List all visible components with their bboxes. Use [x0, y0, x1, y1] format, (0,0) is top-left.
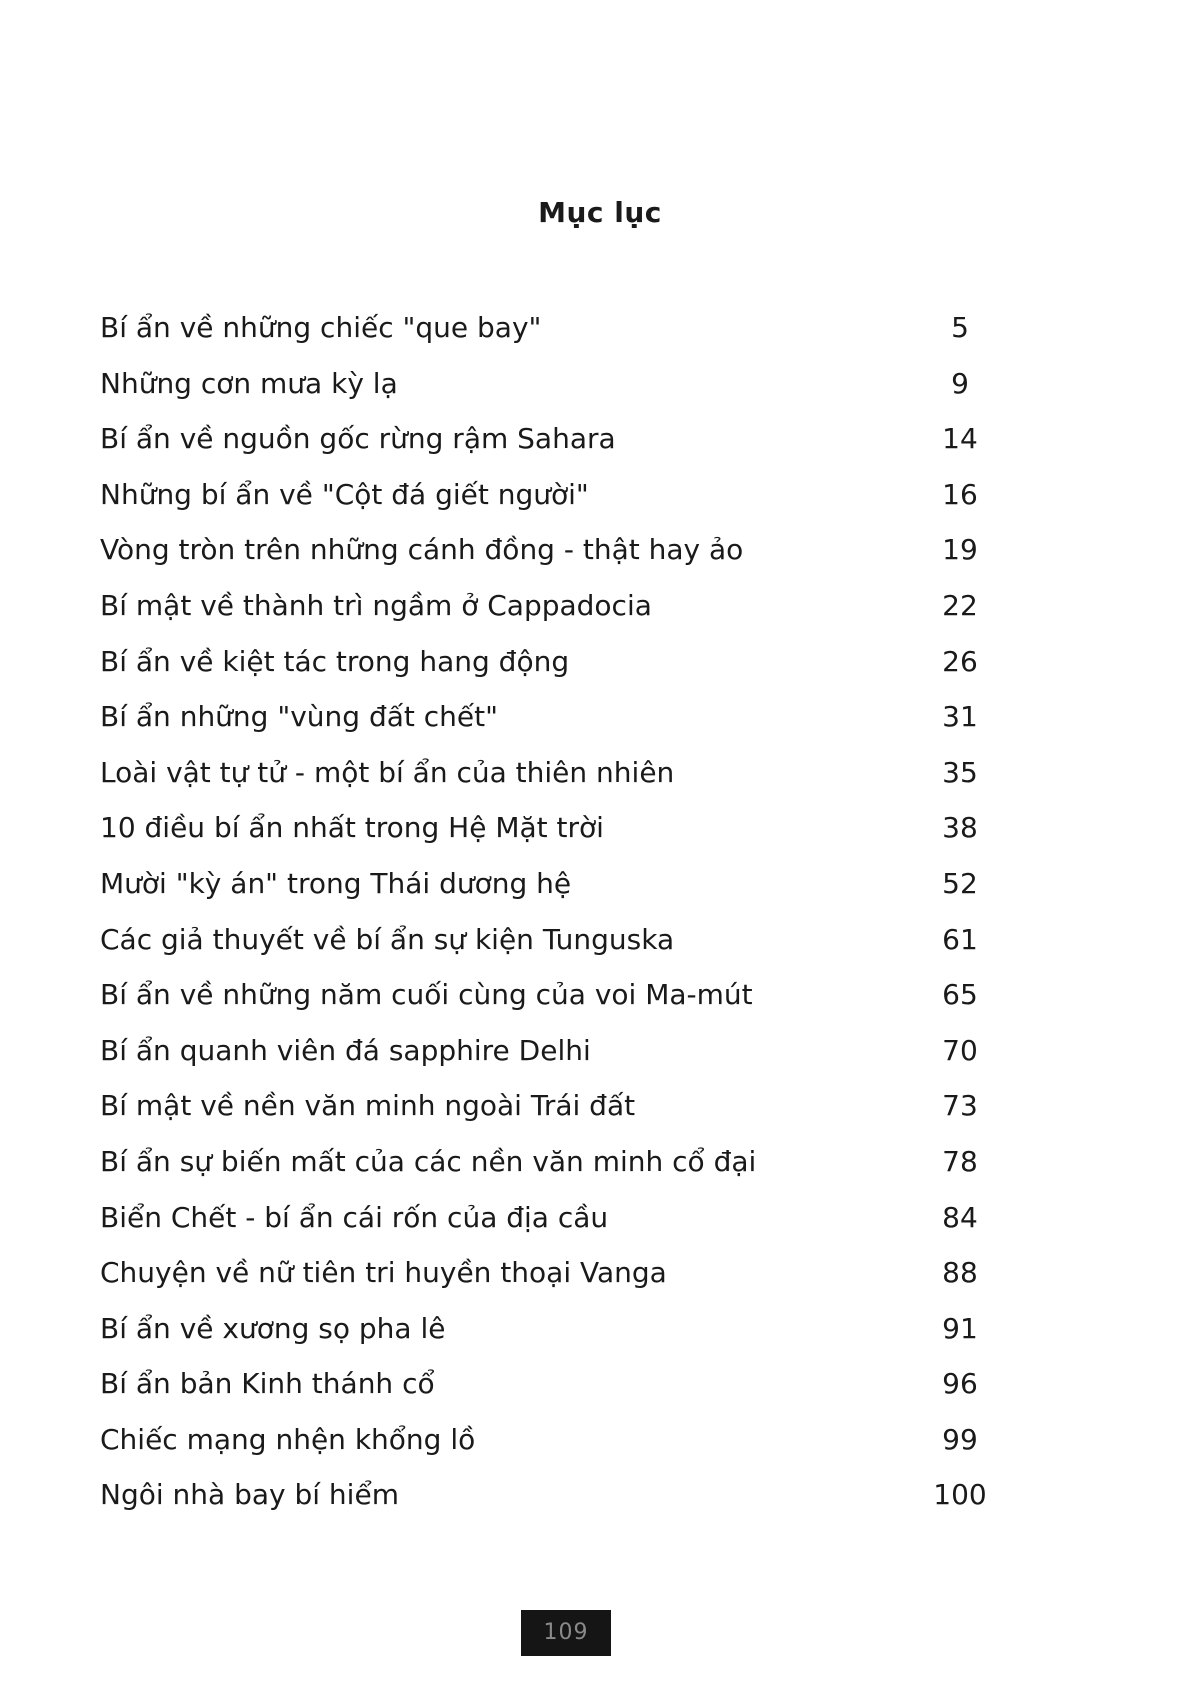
- toc-entry-title: Biển Chết - bí ẩn cái rốn của địa cầu: [100, 1200, 609, 1234]
- toc-entry: [100, 1078, 1005, 1134]
- toc-entry-title: Ngôi nhà bay bí hiểm: [100, 1478, 399, 1512]
- toc-entry: [100, 1467, 1005, 1523]
- toc-entry: [100, 300, 1005, 356]
- toc-entry: [100, 1190, 1005, 1246]
- toc-entry-title: Chiếc mạng nhện khổng lồ: [100, 1422, 476, 1456]
- toc-entry: [100, 689, 1005, 745]
- toc-entry: [100, 522, 1005, 578]
- toc-entry-page: 70: [942, 1033, 978, 1067]
- toc-entry: [100, 1356, 1005, 1412]
- toc-entry-title: Những bí ẩn về "Cột đá giết người": [100, 477, 589, 511]
- toc-entry: [100, 467, 1005, 523]
- toc-entry: [100, 356, 1005, 412]
- toc-entry-page: 31: [942, 700, 978, 734]
- toc-entry-page: 35: [942, 755, 978, 789]
- toc-entry-title: Bí ẩn về kiệt tác trong hang động: [100, 644, 570, 678]
- toc-entry-page: 73: [942, 1089, 978, 1123]
- toc-entry: [100, 856, 1005, 912]
- toc-entry-page: 5: [951, 311, 969, 344]
- toc-entry: [100, 1245, 1005, 1301]
- page-number-badge: 109: [521, 1610, 611, 1656]
- toc-entry-page: 61: [942, 922, 978, 956]
- page-title: Mục lục: [538, 196, 662, 229]
- toc-entry-page: 84: [942, 1200, 978, 1234]
- toc-entry-title: 10 điều bí ẩn nhất trong Hệ Mặt trời: [100, 811, 604, 845]
- toc-entry-title: Bí ẩn về những năm cuối cùng của voi Ma-mút: [100, 978, 753, 1012]
- toc-entry-page: 16: [942, 477, 978, 511]
- toc-entry-page: 19: [942, 533, 978, 567]
- toc-entry-page: 88: [942, 1256, 978, 1290]
- toc-entry-page: 26: [942, 644, 978, 678]
- toc-entry-page: 99: [942, 1422, 978, 1456]
- toc-entry-title: Bí ẩn quanh viên đá sapphire Delhi: [100, 1033, 591, 1067]
- toc-entry-title: Mười "kỳ án" trong Thái dương hệ: [100, 866, 572, 900]
- toc-entry-page: 14: [942, 422, 978, 456]
- toc-entry: [100, 578, 1005, 634]
- toc-entry-title: Bí ẩn những "vùng đất chết": [100, 700, 499, 734]
- toc-entry-title: Các giả thuyết về bí ẩn sự kiện Tunguska: [100, 922, 675, 956]
- toc-entry-page: 96: [942, 1367, 978, 1401]
- toc-entry-title: Bí mật về thành trì ngầm ở Cappadocia: [100, 588, 652, 622]
- toc-entry: [100, 1134, 1005, 1190]
- toc-entry-title: Bí ẩn sự biến mất của các nền văn minh cổ đại: [100, 1144, 757, 1178]
- toc-entry-title: Chuyện về nữ tiên tri huyền thoại Vanga: [100, 1256, 667, 1290]
- toc-entry-page: 100: [933, 1478, 987, 1512]
- toc-entry: [100, 1412, 1005, 1468]
- toc-entry-page: 9: [951, 366, 969, 400]
- toc-entry-page: 52: [942, 866, 978, 900]
- toc-entry: [100, 411, 1005, 467]
- toc-entry-title: Loài vật tự tử - một bí ẩn của thiên nhiên: [100, 755, 675, 789]
- toc-entry: [100, 634, 1005, 690]
- toc-entry: [100, 912, 1005, 968]
- toc-entry-page: 22: [942, 588, 978, 622]
- toc-entry-title: Bí ẩn bản Kinh thánh cổ: [100, 1367, 435, 1401]
- table-of-contents: [100, 300, 1005, 1523]
- toc-entry-title: Bí ẩn về xương sọ pha lê: [100, 1311, 446, 1345]
- toc-entry-title: Bí mật về nền văn minh ngoài Trái đất: [100, 1089, 636, 1123]
- toc-entry-page: 65: [942, 978, 978, 1012]
- toc-entry: [100, 745, 1005, 801]
- toc-entry-page: 91: [942, 1311, 978, 1345]
- toc-entry-title: Bí ẩn về nguồn gốc rừng rậm Sahara: [100, 422, 616, 456]
- toc-entry: [100, 1301, 1005, 1357]
- toc-entry-page: 78: [942, 1144, 978, 1178]
- toc-entry-page: 38: [942, 811, 978, 845]
- toc-entry-title: Vòng tròn trên những cánh đồng - thật hay ảo: [100, 533, 744, 567]
- toc-entry: [100, 967, 1005, 1023]
- toc-entry-title: Bí ẩn về những chiếc "que bay": [100, 311, 542, 344]
- toc-entry: [100, 1023, 1005, 1079]
- toc-entry-title: Những cơn mưa kỳ lạ: [100, 366, 398, 400]
- toc-entry: [100, 800, 1005, 856]
